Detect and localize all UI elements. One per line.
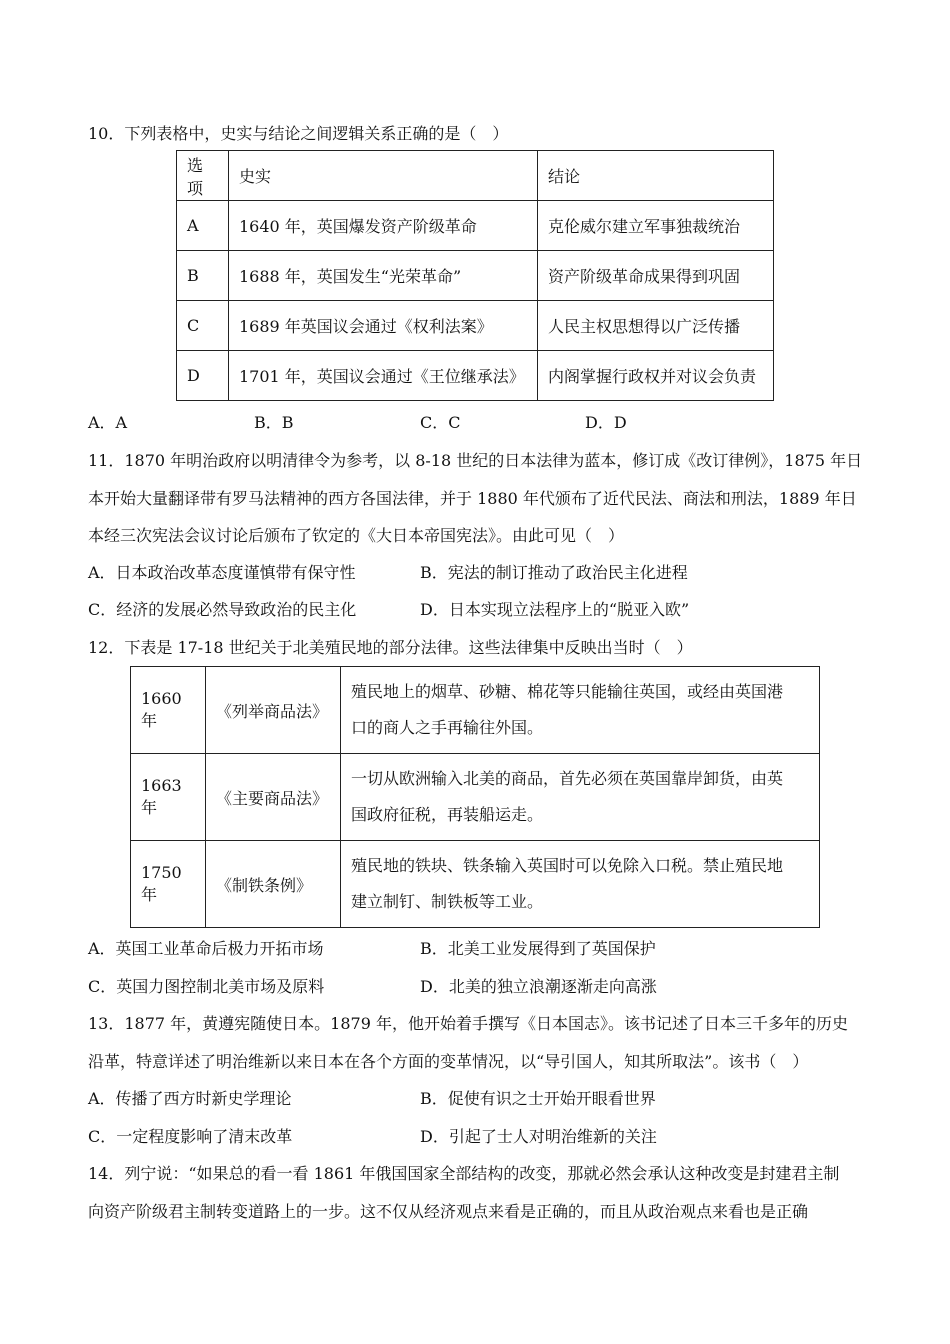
table-cell: 1701 年，英国议会通过《王位继承法》	[229, 351, 538, 401]
q10-stem: 10．下列表格中，史实与结论之间逻辑关系正确的是（ ）	[88, 124, 509, 143]
q11-option-c[interactable]: C．经济的发展必然导致政治的民主化	[88, 600, 357, 619]
law-cell: 《列举商品法》	[206, 667, 341, 754]
q13-option-d[interactable]: D．引起了士人对明治维新的关注	[420, 1127, 657, 1146]
table-row	[131, 841, 820, 928]
table-cell: 内阁掌握行政权并对议会负责	[538, 351, 774, 401]
desc-line: 国政府征税，再装船运走。	[351, 805, 544, 824]
desc-cell	[341, 667, 820, 754]
desc-line: 口的商人之手再输往外国。	[351, 718, 544, 737]
year-cell: 1660 年	[131, 667, 206, 754]
table-row	[131, 754, 820, 841]
table-cell: D	[177, 351, 229, 401]
header-cell: 选项	[177, 151, 229, 201]
desc-cell	[341, 754, 820, 841]
q13-stem-line: 沿革，特意详述了明治维新以来日本在各个方面的变革情况，以“导引国人，知其所取法”。该书（ ）	[88, 1052, 809, 1071]
q12-option-a[interactable]: A．英国工业革命后极力开拓市场	[88, 939, 324, 958]
q10-option-c[interactable]: C．C	[420, 413, 461, 432]
table-cell: 人民主权思想得以广泛传播	[538, 301, 774, 351]
q10-option-b[interactable]: B．B	[254, 413, 294, 432]
q13-option-b[interactable]: B．促使有识之士开始开眼看世界	[420, 1089, 656, 1108]
table-row	[177, 301, 774, 351]
year-cell: 1750 年	[131, 841, 206, 928]
table-cell: B	[177, 251, 229, 301]
table-row	[177, 151, 774, 201]
table-row	[177, 201, 774, 251]
q11-option-b[interactable]: B．宪法的制订推动了政治民主化进程	[420, 563, 688, 582]
q12-option-c[interactable]: C．英国力图控制北美市场及原料	[88, 977, 325, 996]
q12-table	[130, 666, 820, 928]
q10-table	[176, 150, 774, 401]
table-cell: A	[177, 201, 229, 251]
table-cell: 1640 年，英国爆发资产阶级革命	[229, 201, 538, 251]
table-cell: 克伦威尔建立军事独裁统治	[538, 201, 774, 251]
q11-stem-line: 11．1870 年明治政府以明清律令为参考，以 8-18 世纪的日本法律为蓝本，修订成《改订律例》，1875 年日	[88, 451, 863, 470]
table-row	[131, 667, 820, 754]
q12-option-b[interactable]: B．北美工业发展得到了英国保护	[420, 939, 656, 958]
q14-stem-line: 向资产阶级君主制转变道路上的一步。这不仅从经济观点来看是正确的，而且从政治观点来看也是正确	[88, 1202, 809, 1221]
table-cell: C	[177, 301, 229, 351]
year-cell: 1663 年	[131, 754, 206, 841]
header-cell: 史实	[229, 151, 538, 201]
table-cell: 1688 年，英国发生“光荣革命”	[229, 251, 538, 301]
q11-option-a[interactable]: A．日本政治改革态度谨慎带有保守性	[88, 563, 356, 582]
q11-stem-line: 本开始大量翻译带有罗马法精神的西方各国法律，并于 1880 年代颁布了近代民法、商法和刑法，1889 年日	[88, 489, 857, 508]
q13-option-c[interactable]: C．一定程度影响了清末改革	[88, 1127, 293, 1146]
q13-stem-line: 13．1877 年，黄遵宪随使日本。1879 年，他开始着手撰写《日本国志》。该书记述了日本三千多年的历史	[88, 1014, 848, 1033]
q11-option-d[interactable]: D．日本实现立法程序上的“脱亚入欧”	[420, 600, 690, 619]
q12-option-d[interactable]: D．北美的独立浪潮逐渐走向高涨	[420, 977, 657, 996]
q12-stem: 12．下表是 17-18 世纪关于北美殖民地的部分法律。这些法律集中反映出当时（ ）	[88, 638, 693, 657]
desc-line: 殖民地上的烟草、砂糖、棉花等只能输往英国，或经由英国港	[351, 682, 784, 701]
q14-stem-line: 14．列宁说：“如果总的看一看 1861 年俄国国家全部结构的改变，那就必然会承认这种改变是封建君主制	[88, 1164, 840, 1183]
desc-line: 殖民地的铁块、铁条输入英国时可以免除入口税。禁止殖民地	[351, 856, 784, 875]
q11-stem-line: 本经三次宪法会议讨论后颁布了钦定的《大日本帝国宪法》。由此可见（ ）	[88, 526, 625, 545]
header-cell: 结论	[538, 151, 774, 201]
q10-option-a[interactable]: A．A	[88, 413, 128, 432]
table-cell: 资产阶级革命成果得到巩固	[538, 251, 774, 301]
table-row	[177, 251, 774, 301]
desc-line: 一切从欧洲输入北美的商品，首先必须在英国靠岸卸货，由英	[351, 769, 784, 788]
desc-cell	[341, 841, 820, 928]
table-cell: 1689 年英国议会通过《权利法案》	[229, 301, 538, 351]
law-cell: 《制铁条例》	[206, 841, 341, 928]
q13-option-a[interactable]: A．传播了西方时新史学理论	[88, 1089, 292, 1108]
law-cell: 《主要商品法》	[206, 754, 341, 841]
desc-line: 建立制钉、制铁板等工业。	[351, 892, 544, 911]
q10-option-d[interactable]: D．D	[585, 413, 627, 432]
table-row	[177, 351, 774, 401]
